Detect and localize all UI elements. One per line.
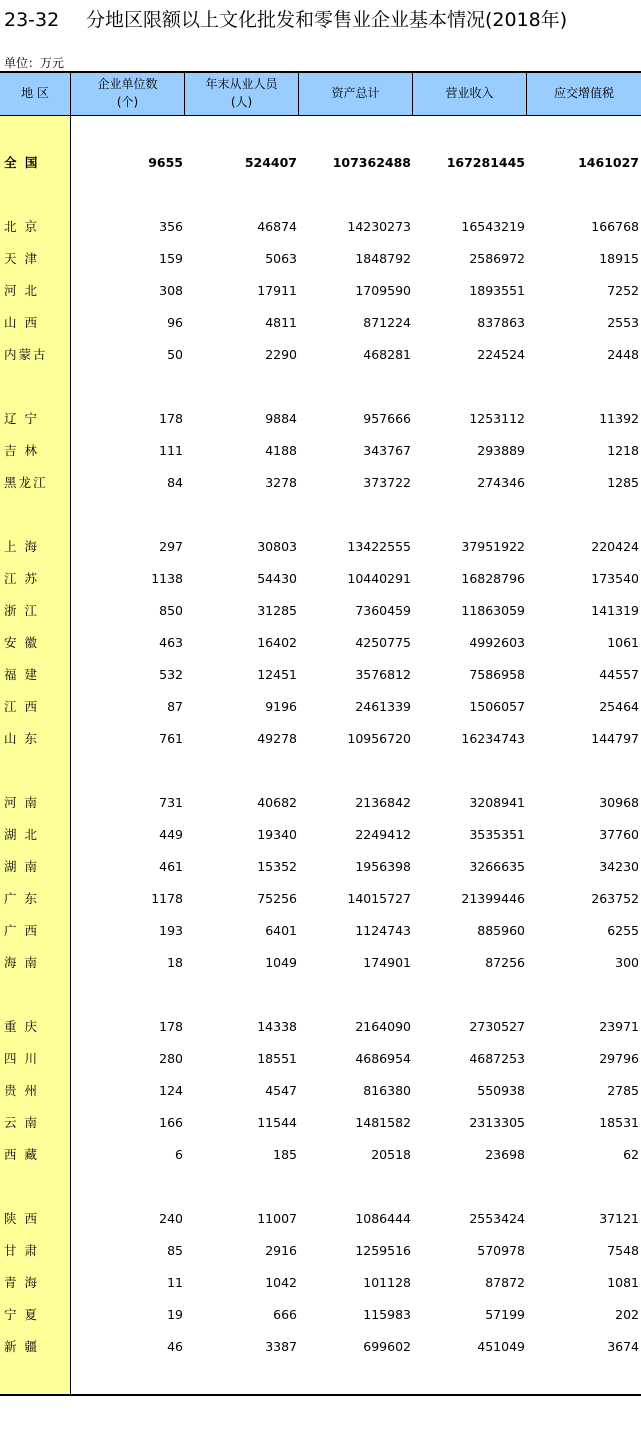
vat-cell: 1461027 [578, 155, 639, 170]
header-vat [527, 71, 641, 115]
employees-cell: 9196 [265, 699, 297, 714]
table-row [0, 563, 641, 595]
vat-cell: 300 [615, 955, 639, 970]
region-name: 内蒙古 [4, 347, 48, 362]
region-name: 山 西 [4, 315, 39, 330]
employees-cell: 5063 [265, 251, 297, 266]
units-cell: 240 [159, 1211, 183, 1226]
vat-cell: 2448 [607, 347, 639, 362]
revenue-cell: 3535351 [469, 827, 525, 842]
vat-cell: 1218 [607, 443, 639, 458]
region-name: 福 建 [4, 667, 39, 682]
header-divider [412, 71, 413, 116]
units-cell: 6 [175, 1147, 183, 1162]
units-cell: 463 [159, 635, 183, 650]
region-name: 江 苏 [4, 571, 39, 586]
table-row [0, 819, 641, 851]
revenue-cell: 16828796 [461, 571, 525, 586]
units-cell: 731 [159, 795, 183, 810]
units-cell: 124 [159, 1083, 183, 1098]
data-table [0, 71, 641, 1396]
employees-cell: 1042 [265, 1275, 297, 1290]
unit-label: 单位：万元 [4, 56, 65, 70]
assets-cell: 2164090 [355, 1019, 411, 1034]
revenue-cell: 16234743 [461, 731, 525, 746]
units-cell: 280 [159, 1051, 183, 1066]
vat-cell: 3674 [607, 1339, 639, 1354]
employees-cell: 17911 [257, 283, 297, 298]
assets-cell: 468281 [363, 347, 411, 362]
region-name: 安 徽 [4, 635, 39, 650]
assets-cell: 174901 [363, 955, 411, 970]
assets-cell: 107362488 [332, 155, 411, 170]
table-row [0, 883, 641, 915]
vat-cell: 220424 [591, 539, 639, 554]
vat-cell: 6255 [607, 923, 639, 938]
units-cell: 84 [167, 475, 183, 490]
table-row [0, 659, 641, 691]
units-cell: 85 [167, 1243, 183, 1258]
header-divider [298, 71, 299, 116]
region-name: 西 藏 [4, 1147, 39, 1162]
region-name: 贵 州 [4, 1083, 39, 1098]
header-vat-label: 应交增值税 [553, 86, 614, 100]
region-name: 全 国 [4, 155, 40, 170]
employees-cell: 3387 [265, 1339, 297, 1354]
employees-cell: 12451 [257, 667, 297, 682]
header-region [0, 71, 70, 115]
header-units-label: 企业单位数 [97, 77, 158, 91]
vat-cell: 62 [623, 1147, 639, 1162]
header-units-unit: (个) [116, 95, 139, 109]
assets-cell: 871224 [363, 315, 411, 330]
assets-cell: 1848792 [355, 251, 411, 266]
employees-cell: 75256 [257, 891, 297, 906]
table-row [0, 1331, 641, 1363]
assets-cell: 1086444 [355, 1211, 411, 1226]
vat-cell: 263752 [591, 891, 639, 906]
table-row [0, 1203, 641, 1235]
table-row [0, 467, 641, 499]
revenue-cell: 550938 [477, 1083, 525, 1098]
assets-cell: 7360459 [355, 603, 411, 618]
assets-cell: 20518 [371, 1147, 411, 1162]
revenue-cell: 1506057 [469, 699, 525, 714]
employees-cell: 14338 [257, 1019, 297, 1034]
employees-cell: 4547 [265, 1083, 297, 1098]
table-row [0, 595, 641, 627]
table-header [0, 71, 641, 116]
employees-cell: 49278 [257, 731, 297, 746]
revenue-cell: 293889 [477, 443, 525, 458]
employees-cell: 54430 [257, 571, 297, 586]
revenue-cell: 2730527 [469, 1019, 525, 1034]
employees-cell: 31285 [257, 603, 297, 618]
units-cell: 11 [167, 1275, 183, 1290]
vat-cell: 18915 [599, 251, 639, 266]
units-cell: 297 [159, 539, 183, 554]
region-name: 宁 夏 [4, 1307, 39, 1322]
revenue-cell: 87256 [485, 955, 525, 970]
vat-cell: 23971 [599, 1019, 639, 1034]
vat-cell: 7548 [607, 1243, 639, 1258]
table-row [0, 1299, 641, 1331]
assets-cell: 4686954 [355, 1051, 411, 1066]
vat-cell: 2553 [607, 315, 639, 330]
employees-cell: 4188 [265, 443, 297, 458]
region-name: 陕 西 [4, 1211, 39, 1226]
units-cell: 461 [159, 859, 183, 874]
table-code: 23-32 [4, 9, 60, 31]
region-name: 湖 北 [4, 827, 39, 842]
revenue-cell: 4992603 [469, 635, 525, 650]
table-row [0, 1235, 641, 1267]
table-top-rule [0, 71, 641, 73]
table-row [0, 723, 641, 755]
vat-cell: 141319 [591, 603, 639, 618]
assets-cell: 957666 [363, 411, 411, 426]
table-row [0, 1043, 641, 1075]
revenue-cell: 3208941 [469, 795, 525, 810]
table-row [0, 851, 641, 883]
region-name: 河 南 [4, 795, 39, 810]
employees-cell: 30803 [257, 539, 297, 554]
region-name: 甘 肃 [4, 1243, 39, 1258]
employees-cell: 11544 [257, 1115, 297, 1130]
assets-cell: 1481582 [355, 1115, 411, 1130]
employees-cell: 16402 [257, 635, 297, 650]
table-row [0, 1075, 641, 1107]
employees-cell: 666 [273, 1307, 297, 1322]
revenue-cell: 1253112 [469, 411, 525, 426]
units-cell: 1138 [151, 571, 183, 586]
assets-cell: 14230273 [347, 219, 411, 234]
table-row [0, 915, 641, 947]
header-units [71, 71, 184, 115]
table-row [0, 435, 641, 467]
employees-cell: 2916 [265, 1243, 297, 1258]
table-row [0, 307, 641, 339]
region-name: 云 南 [4, 1115, 39, 1130]
employees-cell: 19340 [257, 827, 297, 842]
revenue-cell: 167281445 [446, 155, 525, 170]
header-employees-label: 年末从业人员 [205, 77, 278, 91]
region-name: 湖 南 [4, 859, 39, 874]
assets-cell: 3576812 [355, 667, 411, 682]
units-cell: 761 [159, 731, 183, 746]
revenue-cell: 1893551 [469, 283, 525, 298]
revenue-cell: 570978 [477, 1243, 525, 1258]
header-assets-label: 资产总计 [331, 86, 380, 100]
table-row [0, 947, 641, 979]
table-row [0, 211, 641, 243]
revenue-cell: 4687253 [469, 1051, 525, 1066]
assets-cell: 13422555 [347, 539, 411, 554]
table-row [0, 787, 641, 819]
table-row [0, 1107, 641, 1139]
table-row [0, 691, 641, 723]
revenue-cell: 2586972 [469, 251, 525, 266]
header-divider [526, 71, 527, 116]
region-name: 天 津 [4, 251, 39, 266]
vat-cell: 1285 [607, 475, 639, 490]
assets-cell: 816380 [363, 1083, 411, 1098]
region-name: 河 北 [4, 283, 39, 298]
employees-cell: 524407 [244, 155, 297, 170]
units-cell: 532 [159, 667, 183, 682]
employees-cell: 1049 [265, 955, 297, 970]
header-bottom-rule [0, 115, 641, 116]
revenue-cell: 21399446 [461, 891, 525, 906]
table-row [0, 403, 641, 435]
revenue-cell: 2553424 [469, 1211, 525, 1226]
table-row [0, 275, 641, 307]
employees-cell: 15352 [257, 859, 297, 874]
vat-cell: 37121 [599, 1211, 639, 1226]
vat-cell: 25464 [599, 699, 639, 714]
region-name: 上 海 [4, 539, 39, 554]
units-cell: 356 [159, 219, 183, 234]
assets-cell: 343767 [363, 443, 411, 458]
employees-cell: 46874 [257, 219, 297, 234]
table-title [4, 6, 567, 34]
units-cell: 111 [159, 443, 183, 458]
units-cell: 850 [159, 603, 183, 618]
units-cell: 50 [167, 347, 183, 362]
vat-cell: 7252 [607, 283, 639, 298]
units-cell: 178 [159, 411, 183, 426]
vat-cell: 11392 [599, 411, 639, 426]
revenue-cell: 87872 [485, 1275, 525, 1290]
units-cell: 308 [159, 283, 183, 298]
revenue-cell: 2313305 [469, 1115, 525, 1130]
region-name: 辽 宁 [4, 411, 39, 426]
table-row [0, 1011, 641, 1043]
table-row [0, 1139, 641, 1171]
vat-cell: 173540 [591, 571, 639, 586]
assets-cell: 1124743 [355, 923, 411, 938]
units-cell: 1178 [151, 891, 183, 906]
units-cell: 178 [159, 1019, 183, 1034]
region-name: 海 南 [4, 955, 39, 970]
assets-cell: 4250775 [355, 635, 411, 650]
vat-cell: 144797 [591, 731, 639, 746]
vat-cell: 2785 [607, 1083, 639, 1098]
table-row [0, 531, 641, 563]
region-name: 山 东 [4, 731, 39, 746]
units-cell: 159 [159, 251, 183, 266]
header-employees [185, 71, 298, 115]
units-cell: 96 [167, 315, 183, 330]
assets-cell: 1709590 [355, 283, 411, 298]
employees-cell: 6401 [265, 923, 297, 938]
header-revenue [413, 71, 526, 115]
employees-cell: 40682 [257, 795, 297, 810]
header-region-label: 地 区 [21, 86, 49, 100]
region-name: 江 西 [4, 699, 39, 714]
assets-cell: 699602 [363, 1339, 411, 1354]
assets-cell: 1259516 [355, 1243, 411, 1258]
vat-cell: 34230 [599, 859, 639, 874]
header-revenue-label: 营业收入 [445, 86, 494, 100]
revenue-cell: 16543219 [461, 219, 525, 234]
units-cell: 166 [159, 1115, 183, 1130]
employees-cell: 11007 [257, 1211, 297, 1226]
table-bottom-rule [0, 1394, 641, 1396]
vat-cell: 30968 [599, 795, 639, 810]
region-name: 吉 林 [4, 443, 39, 458]
header-assets [299, 71, 412, 115]
region-name: 广 西 [4, 923, 39, 938]
table-title-text: 分地区限额以上文化批发和零售业企业基本情况(2018年) [86, 9, 568, 31]
revenue-cell: 37951922 [461, 539, 525, 554]
employees-cell: 9884 [265, 411, 297, 426]
revenue-cell: 23698 [485, 1147, 525, 1162]
region-name: 新 疆 [4, 1339, 39, 1354]
revenue-cell: 57199 [485, 1307, 525, 1322]
employees-cell: 3278 [265, 475, 297, 490]
region-name: 四 川 [4, 1051, 39, 1066]
vat-cell: 166768 [591, 219, 639, 234]
vat-cell: 1061 [607, 635, 639, 650]
assets-cell: 2249412 [355, 827, 411, 842]
assets-cell: 2136842 [355, 795, 411, 810]
table-row [0, 243, 641, 275]
assets-cell: 14015727 [347, 891, 411, 906]
table-row [0, 627, 641, 659]
employees-cell: 4811 [265, 315, 297, 330]
vat-cell: 44557 [599, 667, 639, 682]
revenue-cell: 3266635 [469, 859, 525, 874]
revenue-cell: 451049 [477, 1339, 525, 1354]
revenue-cell: 837863 [477, 315, 525, 330]
units-cell: 19 [167, 1307, 183, 1322]
revenue-cell: 224524 [477, 347, 525, 362]
vat-cell: 37760 [599, 827, 639, 842]
employees-cell: 18551 [257, 1051, 297, 1066]
region-name: 浙 江 [4, 603, 39, 618]
assets-cell: 10956720 [347, 731, 411, 746]
region-name: 广 东 [4, 891, 39, 906]
vat-cell: 202 [615, 1307, 639, 1322]
header-divider [184, 71, 185, 116]
units-cell: 18 [167, 955, 183, 970]
assets-cell: 115983 [363, 1307, 411, 1322]
revenue-cell: 274346 [477, 475, 525, 490]
revenue-cell: 885960 [477, 923, 525, 938]
assets-cell: 2461339 [355, 699, 411, 714]
units-cell: 46 [167, 1339, 183, 1354]
assets-cell: 1956398 [355, 859, 411, 874]
region-name: 青 海 [4, 1275, 39, 1290]
region-name: 北 京 [4, 219, 39, 234]
vat-cell: 1081 [607, 1275, 639, 1290]
employees-cell: 2290 [265, 347, 297, 362]
revenue-cell: 11863059 [461, 603, 525, 618]
employees-cell: 185 [273, 1147, 297, 1162]
table-row [0, 1267, 641, 1299]
units-cell: 9655 [148, 155, 183, 170]
vat-cell: 18531 [599, 1115, 639, 1130]
units-cell: 87 [167, 699, 183, 714]
revenue-cell: 7586958 [469, 667, 525, 682]
region-name: 黑龙江 [4, 475, 48, 490]
table-row [0, 339, 641, 371]
assets-cell: 101128 [363, 1275, 411, 1290]
assets-cell: 373722 [363, 475, 411, 490]
vat-cell: 29796 [599, 1051, 639, 1066]
region-name: 重 庆 [4, 1019, 39, 1034]
header-employees-unit: (人) [230, 95, 253, 109]
table-row [0, 147, 641, 179]
units-cell: 449 [159, 827, 183, 842]
units-cell: 193 [159, 923, 183, 938]
assets-cell: 10440291 [347, 571, 411, 586]
